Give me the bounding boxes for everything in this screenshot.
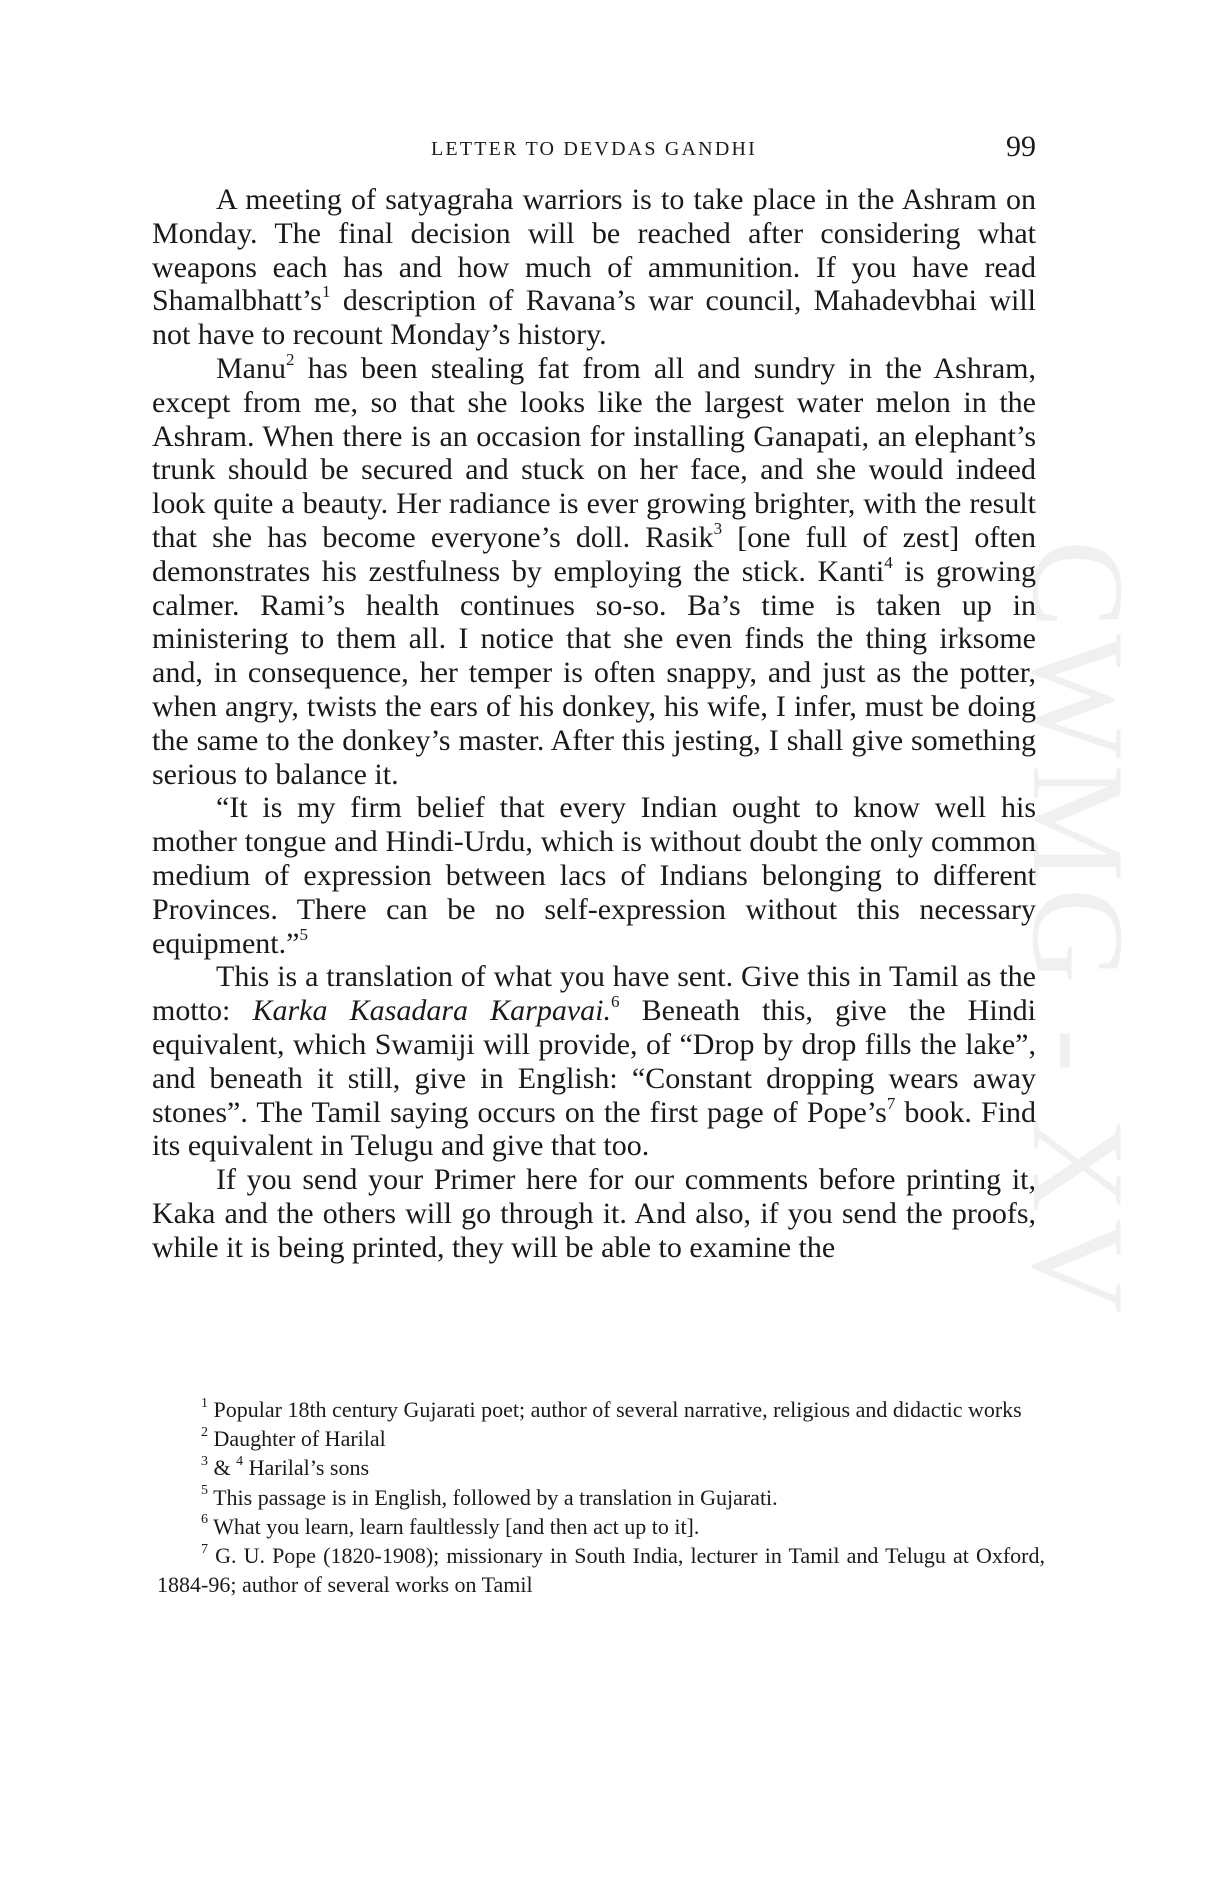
footnote-text: Popular 18th century Gujarati poet; author of several narrative, religious and didactic works (208, 1397, 1022, 1422)
paragraph-text: A meeting of satyagraha warriors is to take place in the Ashram on Monday. The final decision will be reached after considering what weapons each has and how much of ammunition. If you have read Shamalbhatt’s (152, 183, 1036, 318)
watermark-text: CWMG - XV (1005, 540, 1152, 1320)
page-number: 99 (1006, 130, 1036, 163)
footnote-7 (157, 1541, 1045, 1599)
paragraph-2 (152, 349, 1037, 791)
footnote-ref: 2 (286, 349, 295, 369)
paragraph-text: Beneath this, give the Hindi equivalent, which Swamiji will provide, of “Drop by drop fills the lake”, and beneath it still, give in English: “Constant dropping wears away stones”. The Tamil saying occurs on the first page of Pope’s (152, 994, 1037, 1129)
footnote-number: 6 (201, 1512, 208, 1528)
footnote-number: 2 (201, 1424, 208, 1440)
footnote-ref: 6 (611, 992, 620, 1012)
footnote-text: Harilal’s sons (243, 1455, 370, 1481)
footnote-3-4 (157, 1453, 1045, 1482)
footnote-text: Daughter of Harilal (208, 1426, 386, 1452)
paragraph-text: Manu (216, 351, 286, 385)
footnote-ref: 3 (713, 518, 723, 538)
footnote-number: 3 (201, 1454, 208, 1470)
paragraph-text: has been stealing fat from all and sundry in the Ashram, except from me, so that she looks like the largest water melon in the Ashram. When there is an occasion for installing Ganapati, an elephant’s trunk should be secured and stuck on her face, and she would indeed look quite a beauty. Her radiance is ever growing brighter, with the result that she has become everyone’s doll. Rasik (152, 351, 1036, 554)
paragraph-text: book. Find its equivalent in Telugu and give that too. (152, 1095, 1036, 1163)
tamil-motto: Karka Kasadara Karpavai. (252, 994, 611, 1028)
paragraph-text: description of Ravana’s war council, Mahadevbhai will not have to recount Monday’s history. (152, 284, 1036, 352)
paragraph-1 (152, 183, 1036, 352)
paragraph-text: If you send your Primer here for our comments before printing it, Kaka and the others will go through it. And also, if you send the proofs, while it is being printed, they will be able to examine the (152, 1163, 1036, 1264)
footnote-number: 1 (201, 1395, 208, 1411)
footnotes (157, 1395, 1045, 1599)
footnote-ref: 4 (884, 552, 893, 572)
paragraph-text: “It is my firm belief that every Indian ought to know well his mother tongue and Hindi-Urdu, which is without doubt the only common medium of expression between lacs of Indians belonging to different Provinces. There can be no self-expression without this necessary equipment.” (152, 791, 1036, 960)
footnote-number: 7 (201, 1541, 208, 1557)
footnote-ref: 1 (321, 282, 331, 302)
watermark (1005, 540, 1160, 1370)
running-title: LETTER TO DEVDAS GANDHI (431, 138, 757, 160)
footnote-text: What you learn, learn faultlessly [and then act up to it]. (208, 1513, 700, 1539)
page-header (152, 130, 1036, 170)
footnote-2 (157, 1424, 1045, 1453)
paragraph-3 (152, 791, 1036, 960)
paragraph-4 (152, 960, 1036, 1163)
footnote-number: 4 (236, 1454, 244, 1470)
footnote-number: 5 (201, 1483, 208, 1499)
paragraph-text: [one full of zest] often demonstrates his zestfulness by employing the stick. Kanti (152, 520, 1037, 588)
body-text (152, 183, 1036, 1265)
footnote-ref: 7 (886, 1093, 896, 1113)
paragraph-5 (152, 1163, 1036, 1264)
footnote-1 (157, 1395, 1045, 1424)
footnote-text: This passage is in English, followed by a translation in Gujarati. (208, 1484, 778, 1510)
footnote-6 (157, 1512, 1045, 1541)
footnote-5 (157, 1483, 1045, 1512)
footnote-ref: 5 (299, 924, 308, 944)
footnote-connector: & (208, 1455, 237, 1481)
paragraph-text: is growing calmer. Rami’s health continues so-so. Ba’s time is taken up in ministering to them all. I notice that she even finds the thing irksome and, in consequence, her temper is often snappy, and just as the potter, when angry, twists the ears of his donkey, his wife, I infer, must be doing the same to the donkey’s master. After this jesting, I shall give something serious to balance it. (152, 554, 1037, 791)
paragraph-text: This is a translation of what you have sent. Give this in Tamil as the motto: (152, 960, 1036, 1028)
footnote-text: G. U. Pope (1820-1908); missionary in South India, lecturer in Tamil and Telugu at Oxford, 1884-96; author of several works on Tamil (157, 1543, 1045, 1598)
